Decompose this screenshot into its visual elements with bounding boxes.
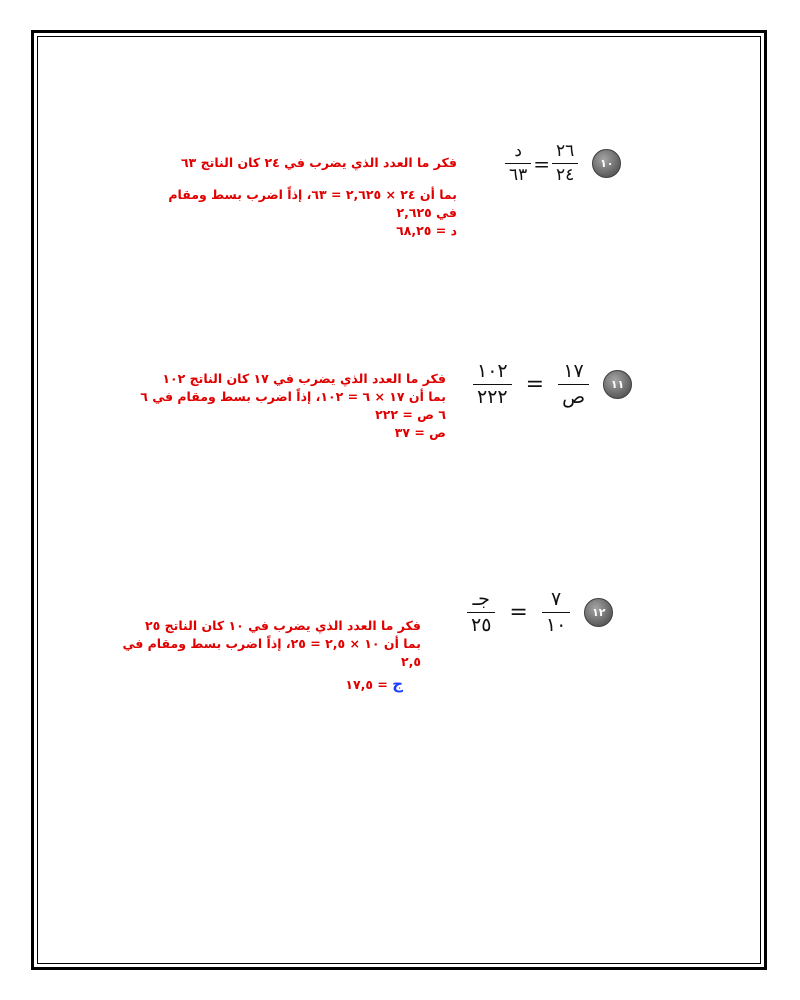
numerator: ١٧ bbox=[563, 360, 584, 382]
denominator: ص bbox=[562, 386, 586, 408]
step-line: د = ٦٨,٢٥ bbox=[396, 223, 457, 238]
fraction-bar bbox=[467, 612, 495, 613]
problem-10-solution bbox=[168, 154, 457, 240]
hint-text: فكر ما العدد الذي يضرب في ١٧ كان الناتج ١٠٢ bbox=[162, 371, 446, 386]
problem-11-equation bbox=[473, 362, 632, 407]
fraction-bar bbox=[473, 384, 512, 385]
equals-sign: = bbox=[509, 600, 528, 625]
equals-sign: = bbox=[525, 372, 545, 397]
problem-11-solution bbox=[140, 370, 446, 442]
fraction-right bbox=[473, 362, 512, 407]
answer-value: = ١٧,٥ bbox=[345, 677, 393, 692]
fraction-left bbox=[558, 362, 589, 407]
step-line: ٦ ص = ٢٢٢ bbox=[375, 407, 446, 422]
problem-number-badge: ١٢ bbox=[584, 598, 613, 627]
step-line: بما أن ١٧ × ٦ = ١٠٢، إذاً اضرب بسط ومقام في ٦ bbox=[140, 389, 446, 404]
step-line: في ٢,٦٢٥ bbox=[396, 205, 457, 220]
problem-12-equation bbox=[467, 590, 613, 635]
fraction-left bbox=[552, 143, 578, 184]
equals-sign: = bbox=[533, 151, 551, 176]
denominator: ١٠ bbox=[545, 614, 567, 636]
denominator: ٢٥ bbox=[471, 614, 492, 636]
numerator: د bbox=[514, 141, 522, 161]
fraction-left bbox=[542, 590, 570, 635]
fraction-right bbox=[467, 590, 495, 635]
numerator: ١٠٢ bbox=[477, 360, 508, 382]
hint-text: فكر ما العدد الذي يضرب في ١٠ كان الناتج ٢٥ bbox=[145, 618, 421, 633]
denominator: ٢٢٢ bbox=[477, 386, 508, 408]
step-line: ٢,٥ bbox=[400, 654, 421, 669]
denominator: ٦٣ bbox=[509, 165, 528, 185]
fraction-bar bbox=[505, 163, 531, 164]
problem-12-solution bbox=[122, 617, 421, 694]
problem-number-badge: ١٠ bbox=[592, 149, 621, 178]
step-line: بما أن ١٠ × ٢,٥ = ٢٥، إذاً اضرب بسط ومقام في bbox=[122, 636, 421, 651]
hint-text: فكر ما العدد الذي يضرب في ٢٤ كان الناتج ٦٣ bbox=[181, 155, 457, 170]
numerator: ٧ bbox=[550, 588, 562, 610]
denominator: ٢٤ bbox=[556, 165, 575, 185]
step-line: ص = ٣٧ bbox=[394, 425, 446, 440]
fraction-bar bbox=[542, 612, 570, 613]
fraction-right bbox=[505, 143, 531, 184]
fraction-bar bbox=[558, 384, 589, 385]
problem-10-equation bbox=[505, 143, 621, 184]
numerator: ٢٦ bbox=[556, 141, 575, 161]
problem-number-badge: ١١ bbox=[603, 370, 632, 399]
fraction-bar bbox=[552, 163, 578, 164]
step-line: بما أن ٢٤ × ٢,٦٢٥ = ٦٣، إذاً اضرب بسط ومقام bbox=[168, 187, 457, 202]
numerator: جـ bbox=[472, 588, 490, 610]
answer-variable: ج bbox=[392, 675, 403, 693]
answer-line bbox=[122, 675, 421, 694]
